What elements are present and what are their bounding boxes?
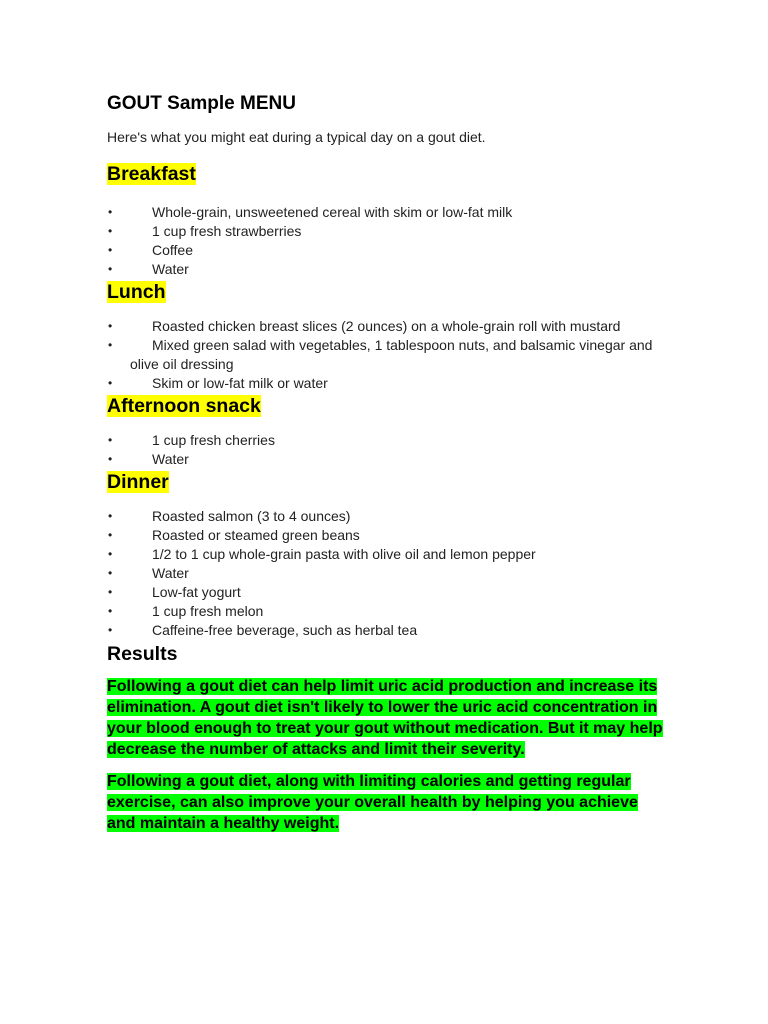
list-item xyxy=(107,431,667,450)
list-item-text: Whole-grain, unsweetened cereal with skim or low-fat milk xyxy=(152,204,513,220)
lunch-list xyxy=(107,317,667,393)
lunch-heading-text: Lunch xyxy=(107,281,166,303)
bullet-icon: • xyxy=(108,509,113,523)
list-item-text: Caffeine-free beverage, such as herbal tea xyxy=(152,622,418,638)
list-item-text: Roasted chicken breast slices (2 ounces) on a whole-grain roll with mustard xyxy=(152,318,621,334)
list-item xyxy=(107,583,667,602)
bullet-icon: • xyxy=(108,528,113,542)
document-page xyxy=(107,90,667,834)
bullet-icon: • xyxy=(108,585,113,599)
list-item xyxy=(107,526,667,545)
intro-text: Here's what you might eat during a typical day on a gout diet. xyxy=(107,129,486,145)
bullet-icon: • xyxy=(108,566,113,580)
list-item xyxy=(107,450,667,469)
list-item-text: 1/2 to 1 cup whole-grain pasta with olive oil and lemon pepper xyxy=(152,546,536,562)
list-item xyxy=(107,602,667,621)
list-item-text: Roasted or steamed green beans xyxy=(152,527,360,543)
list-item xyxy=(107,260,667,279)
list-item xyxy=(107,621,667,640)
snack-list xyxy=(107,431,667,469)
breakfast-list xyxy=(107,203,667,279)
list-item-text: Water xyxy=(152,261,189,277)
bullet-icon: • xyxy=(108,433,113,447)
list-item xyxy=(107,317,667,336)
list-item-text: Coffee xyxy=(152,242,193,258)
list-item-text: 1 cup fresh melon xyxy=(152,603,264,619)
list-item xyxy=(107,203,667,222)
breakfast-heading xyxy=(107,161,667,187)
dinner-heading xyxy=(107,469,667,495)
bullet-icon: • xyxy=(108,338,113,352)
list-item xyxy=(107,545,667,564)
results-paragraph-text: Following a gout diet, along with limiting calories and getting regular exercise, can also improve your overall health by helping you achieve and maintain a healthy weight. xyxy=(107,773,638,832)
list-item-text: Water xyxy=(152,565,189,581)
list-item-text: Water xyxy=(152,451,189,467)
list-item xyxy=(107,374,667,393)
snack-heading-text: Afternoon snack xyxy=(107,395,261,417)
bullet-icon: • xyxy=(108,623,113,637)
list-item xyxy=(107,564,667,583)
bullet-icon: • xyxy=(108,452,113,466)
list-item xyxy=(107,507,667,526)
bullet-icon: • xyxy=(108,243,113,257)
snack-heading xyxy=(107,393,667,419)
list-item xyxy=(107,336,667,374)
list-item-text: 1 cup fresh strawberries xyxy=(152,223,302,239)
list-item-text: Mixed green salad with vegetables, 1 tablespoon nuts, and balsamic vinegar and olive oil dressing xyxy=(130,337,653,372)
results-paragraph xyxy=(107,771,667,834)
list-item xyxy=(107,241,667,260)
list-item-text: Skim or low-fat milk or water xyxy=(152,375,328,391)
list-item-text: Low-fat yogurt xyxy=(152,584,241,600)
results-paragraph xyxy=(107,676,667,760)
bullet-icon: • xyxy=(108,262,113,276)
bullet-icon: • xyxy=(108,205,113,219)
bullet-icon: • xyxy=(108,547,113,561)
bullet-icon: • xyxy=(108,376,113,390)
results-paragraph-text: Following a gout diet can help limit uric acid production and increase its elimination. A gout diet isn't likely to lower the uric acid concentration in your blood enough to treat your gout without medication. But it may help decrease the number of attacks and limit their severity. xyxy=(107,678,663,758)
page-title: GOUT Sample MENU xyxy=(107,93,296,114)
lunch-heading xyxy=(107,279,667,305)
list-item-text: 1 cup fresh cherries xyxy=(152,432,275,448)
bullet-icon: • xyxy=(108,604,113,618)
results-heading: Results xyxy=(107,643,178,665)
bullet-icon: • xyxy=(108,319,113,333)
list-item xyxy=(107,222,667,241)
dinner-list xyxy=(107,507,667,640)
bullet-icon: • xyxy=(108,224,113,238)
breakfast-heading-text: Breakfast xyxy=(107,163,196,185)
dinner-heading-text: Dinner xyxy=(107,471,169,493)
list-item-text: Roasted salmon (3 to 4 ounces) xyxy=(152,508,351,524)
